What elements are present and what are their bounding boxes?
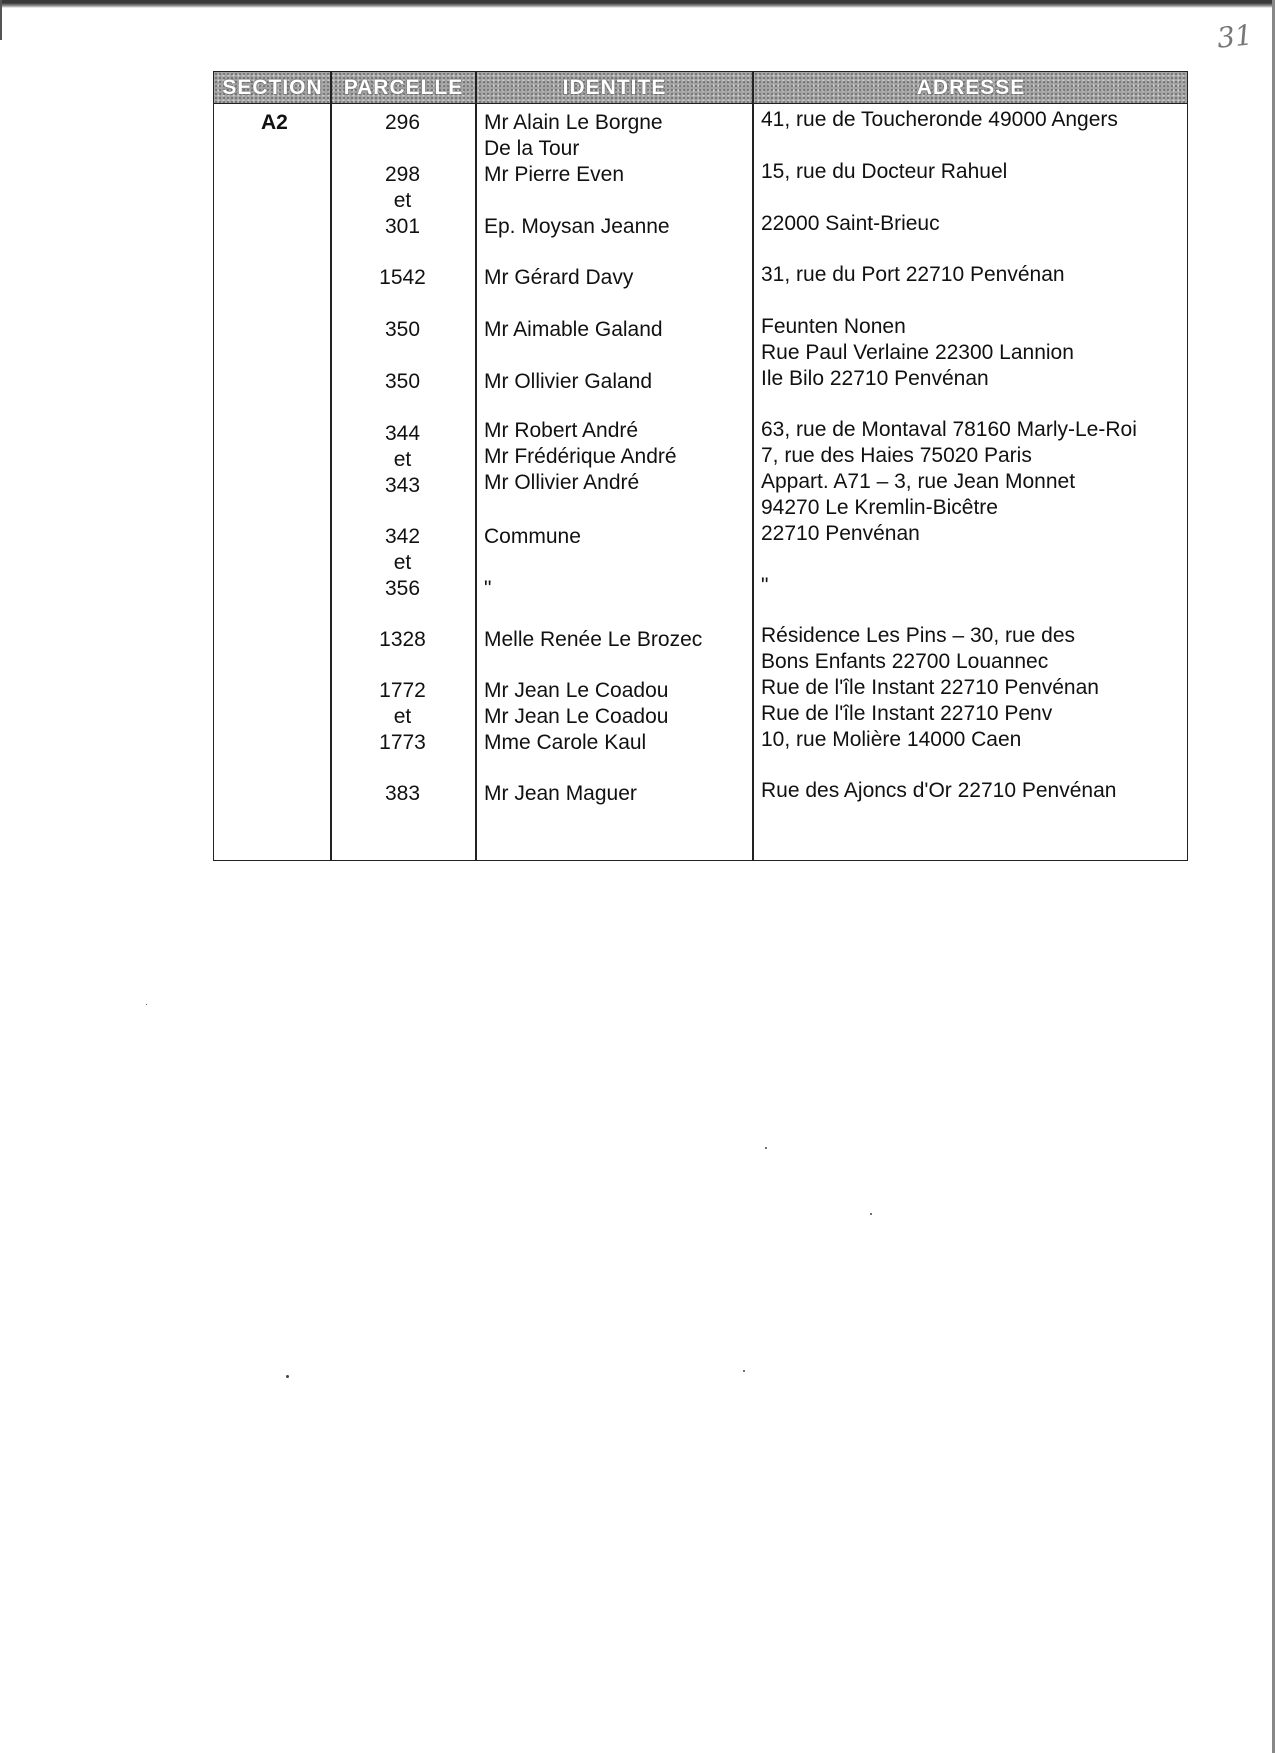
row-parcelle: 350	[384, 318, 421, 341]
row-parcelle: 298 et 301	[384, 163, 421, 238]
row-parcelle: 1542	[379, 266, 426, 289]
row-parcelle: 350	[384, 370, 421, 393]
header-identite: IDENTITE	[562, 76, 667, 99]
row-identite: Melle Renée Le Brozec	[484, 628, 703, 651]
row-identite: Mr Ollivier Galand	[484, 370, 653, 393]
scan-top-edge	[0, 0, 1275, 8]
row-identite: Mr Pierre Even Ep. Moysan Jeanne	[484, 163, 670, 238]
scan-left-edge	[0, 0, 2, 40]
table-header	[214, 72, 1187, 104]
row-adresse: 31, rue du Port 22710 Penvénan	[761, 263, 1065, 286]
section-value: A2	[261, 111, 288, 134]
row-parcelle: 296	[384, 111, 421, 134]
scan-speck	[870, 1213, 872, 1215]
scan-speck	[146, 1004, 147, 1005]
row-identite: Mr Jean Maguer	[484, 782, 637, 805]
row-parcelle: 1772 et 1773	[379, 679, 426, 754]
row-parcelle: 342 et 356	[384, 525, 421, 600]
header-parcelle: PARCELLE	[343, 76, 464, 99]
row-adresse: Rue de l'île Instant 22710 Penvénan Rue de l'île Instant 22710 Penv 10, rue Molière 14000 Caen	[761, 676, 1099, 751]
scan-speck	[743, 1370, 745, 1372]
row-identite: Mr Aimable Galand	[484, 318, 663, 341]
row-identite: Mr Gérard Davy	[484, 266, 634, 289]
parcel-owner-table	[213, 71, 1188, 861]
row-adresse: 41, rue de Toucheronde 49000 Angers	[761, 108, 1118, 131]
header-section: SECTION	[222, 76, 323, 99]
row-adresse: 15, rue du Docteur Rahuel 22000 Saint-Brieuc	[761, 160, 1008, 235]
header-adresse: ADRESSE	[916, 76, 1026, 99]
row-parcelle: 1328	[379, 628, 426, 651]
row-identite: Mr Jean Le Coadou Mr Jean Le Coadou Mme Carole Kaul	[484, 679, 669, 754]
row-adresse: 63, rue de Montaval 78160 Marly-Le-Roi 7, rue des Haies 75020 Paris Appart. A71 – 3, rue Jean Monnet 94270 Le Kremlin-Bicêtre	[761, 418, 1137, 519]
column-divider	[475, 72, 477, 860]
row-adresse: Résidence Les Pins – 30, rue des Bons Enfants 22700 Louannec	[761, 624, 1076, 673]
scan-speck	[286, 1375, 289, 1378]
row-parcelle: 344 et 343	[384, 422, 421, 497]
row-adresse: 22710 Penvénan "	[761, 522, 920, 597]
row-identite: Mr Robert André Mr Frédérique André Mr Ollivier André	[484, 419, 677, 494]
row-adresse: Ile Bilo 22710 Penvénan	[761, 367, 989, 390]
row-parcelle: 383	[384, 782, 421, 805]
row-identite: Mr Alain Le Borgne De la Tour	[484, 111, 663, 160]
column-divider	[752, 72, 754, 860]
row-adresse: Feunten Nonen Rue Paul Verlaine 22300 Lannion	[761, 315, 1074, 364]
row-identite: Commune "	[484, 525, 581, 600]
scan-speck	[765, 1147, 767, 1149]
row-adresse: Rue des Ajoncs d'Or 22710 Penvénan	[761, 779, 1117, 802]
page-number: 31	[1215, 18, 1255, 55]
